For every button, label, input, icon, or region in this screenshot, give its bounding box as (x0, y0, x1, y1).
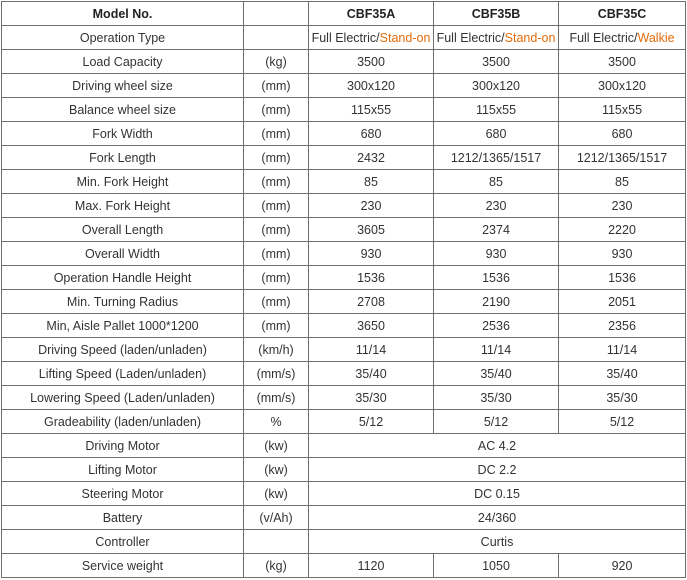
spec-label: Min. Turning Radius (2, 290, 244, 314)
spec-label: Driving wheel size (2, 74, 244, 98)
spec-value: 680 (559, 122, 686, 146)
operation-accent: Walkie (637, 30, 675, 45)
spec-label: Battery (2, 506, 244, 530)
spec-label: Overall Width (2, 242, 244, 266)
spec-value: 1120 (309, 554, 434, 578)
spec-row-merged (2, 434, 686, 458)
spec-label: Fork Length (2, 146, 244, 170)
spec-row (2, 290, 686, 314)
spec-label: Controller (2, 530, 244, 554)
spec-value: 5/12 (559, 410, 686, 434)
spec-label: Lowering Speed (Laden/unladen) (2, 386, 244, 410)
spec-value: 85 (559, 170, 686, 194)
spec-unit: (mm/s) (244, 386, 309, 410)
model-cbf35a: CBF35A (309, 2, 434, 26)
spec-value-shared: AC 4.2 (309, 434, 686, 458)
spec-unit: (kw) (244, 482, 309, 506)
spec-label: Service weight (2, 554, 244, 578)
spec-unit: (mm) (244, 290, 309, 314)
spec-value: 920 (559, 554, 686, 578)
spec-value-shared: 24/360 (309, 506, 686, 530)
spec-unit: (mm) (244, 266, 309, 290)
operation-base: Full Electric/ (436, 30, 505, 45)
spec-value: 3500 (434, 50, 559, 74)
model-no-label: Model No. (2, 2, 244, 26)
spec-row (2, 50, 686, 74)
spec-unit: (mm) (244, 122, 309, 146)
spec-row (2, 218, 686, 242)
spec-row (2, 410, 686, 434)
spec-value: 115x55 (559, 98, 686, 122)
spec-value: 230 (559, 194, 686, 218)
header-row (2, 2, 686, 26)
spec-label: Operation Handle Height (2, 266, 244, 290)
operation-type-cbf35b (434, 26, 559, 50)
spec-value: 2051 (559, 290, 686, 314)
operation-type-unit (244, 26, 309, 50)
operation-accent: Stand-on (379, 30, 431, 45)
operation-type-row (2, 26, 686, 50)
spec-label: Steering Motor (2, 482, 244, 506)
spec-value: 300x120 (434, 74, 559, 98)
spec-unit: (mm) (244, 98, 309, 122)
spec-label: Min, Aisle Pallet 1000*1200 (2, 314, 244, 338)
spec-value: 5/12 (434, 410, 559, 434)
spec-value: 85 (434, 170, 559, 194)
spec-value: 35/30 (559, 386, 686, 410)
spec-unit: (kw) (244, 458, 309, 482)
spec-unit: % (244, 410, 309, 434)
spec-value: 2356 (559, 314, 686, 338)
operation-type-label: Operation Type (2, 26, 244, 50)
spec-value: 115x55 (434, 98, 559, 122)
spec-label: Overall Length (2, 218, 244, 242)
spec-unit: (mm) (244, 194, 309, 218)
spec-value: 930 (559, 242, 686, 266)
spec-value-shared: DC 2.2 (309, 458, 686, 482)
spec-value: 3605 (309, 218, 434, 242)
spec-value-shared: Curtis (309, 530, 686, 554)
spec-unit: (mm) (244, 170, 309, 194)
spec-value: 35/40 (559, 362, 686, 386)
spec-value: 2190 (434, 290, 559, 314)
spec-label: Balance wheel size (2, 98, 244, 122)
spec-table-body (2, 2, 686, 578)
spec-value: 85 (309, 170, 434, 194)
spec-value: 5/12 (309, 410, 434, 434)
spec-value: 930 (309, 242, 434, 266)
spec-label: Lifting Speed (Laden/unladen) (2, 362, 244, 386)
spec-value-shared: DC 0.15 (309, 482, 686, 506)
spec-row (2, 386, 686, 410)
spec-value: 680 (434, 122, 559, 146)
spec-row (2, 74, 686, 98)
spec-value: 3500 (559, 50, 686, 74)
spec-value: 11/14 (559, 338, 686, 362)
spec-value: 1536 (434, 266, 559, 290)
spec-unit: (v/Ah) (244, 506, 309, 530)
operation-accent: Stand-on (504, 30, 556, 45)
spec-value: 2432 (309, 146, 434, 170)
spec-label: Driving Speed (laden/unladen) (2, 338, 244, 362)
spec-row (2, 194, 686, 218)
spec-label: Lifting Motor (2, 458, 244, 482)
unit-header-cell (244, 2, 309, 26)
spec-value: 35/30 (309, 386, 434, 410)
spec-unit: (mm) (244, 218, 309, 242)
spec-value: 230 (309, 194, 434, 218)
operation-base: Full Electric/ (311, 30, 380, 45)
spec-unit: (mm) (244, 146, 309, 170)
spec-value: 1212/1365/1517 (559, 146, 686, 170)
service-weight-row (2, 554, 686, 578)
spec-unit: (kg) (244, 554, 309, 578)
spec-value: 300x120 (309, 74, 434, 98)
spec-value: 1212/1365/1517 (434, 146, 559, 170)
model-cbf35c: CBF35C (559, 2, 686, 26)
spec-value: 35/40 (309, 362, 434, 386)
spec-row (2, 146, 686, 170)
spec-value: 2536 (434, 314, 559, 338)
spec-row (2, 362, 686, 386)
spec-row (2, 98, 686, 122)
spec-row (2, 314, 686, 338)
spec-unit: (kg) (244, 50, 309, 74)
spec-unit: (mm/s) (244, 362, 309, 386)
spec-value: 11/14 (434, 338, 559, 362)
spec-unit (244, 530, 309, 554)
spec-label: Fork Width (2, 122, 244, 146)
spec-value: 300x120 (559, 74, 686, 98)
spec-row (2, 170, 686, 194)
spec-unit: (kw) (244, 434, 309, 458)
spec-value: 1536 (559, 266, 686, 290)
spec-value: 930 (434, 242, 559, 266)
operation-type-cbf35c (559, 26, 686, 50)
spec-value: 2708 (309, 290, 434, 314)
spec-label: Driving Motor (2, 434, 244, 458)
spec-label: Load Capacity (2, 50, 244, 74)
spec-value: 1536 (309, 266, 434, 290)
spec-value: 230 (434, 194, 559, 218)
spec-row-merged (2, 458, 686, 482)
model-cbf35b: CBF35B (434, 2, 559, 26)
spec-value: 3650 (309, 314, 434, 338)
spec-label: Min. Fork Height (2, 170, 244, 194)
spec-value: 11/14 (309, 338, 434, 362)
spec-label: Max. Fork Height (2, 194, 244, 218)
spec-value: 1050 (434, 554, 559, 578)
spec-unit: (mm) (244, 242, 309, 266)
spec-label: Gradeability (laden/unladen) (2, 410, 244, 434)
spec-row-merged (2, 482, 686, 506)
spec-value: 3500 (309, 50, 434, 74)
spec-value: 115x55 (309, 98, 434, 122)
spec-unit: (mm) (244, 314, 309, 338)
spec-value: 680 (309, 122, 434, 146)
spec-row (2, 122, 686, 146)
operation-base: Full Electric/ (569, 30, 638, 45)
spec-value: 35/30 (434, 386, 559, 410)
spec-value: 2374 (434, 218, 559, 242)
spec-unit: (mm) (244, 74, 309, 98)
spec-value: 35/40 (434, 362, 559, 386)
spec-row-merged (2, 506, 686, 530)
spec-row (2, 242, 686, 266)
spec-row (2, 338, 686, 362)
spec-table (1, 1, 686, 578)
spec-value: 2220 (559, 218, 686, 242)
spec-row (2, 266, 686, 290)
operation-type-cbf35a (309, 26, 434, 50)
spec-row-merged (2, 530, 686, 554)
spec-unit: (km/h) (244, 338, 309, 362)
